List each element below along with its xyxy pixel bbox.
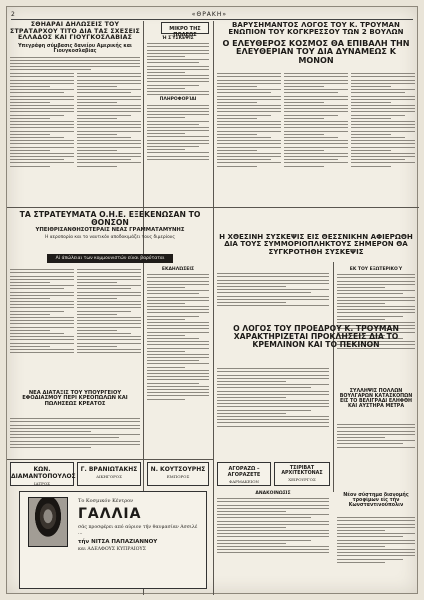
right-body-col-1 — [217, 71, 281, 206]
col1-text-snippet — [10, 57, 140, 71]
truman-speech-headline-block — [217, 325, 415, 363]
masthead — [11, 10, 413, 20]
meat-headline: ΝΕΑ ΔΙΑΤΑΞΙΣ ΤΟΥ ΥΠΟΥΡΓΕΙΟΥ ΕΦΟΔΙΑΣΜΟΥ ΠΕΡΙ ΚΡΕΟΠΩΛΩΝ ΚΑΙ ΠΩΛΗΣΕΩΣ ΚΡΕΑΤΟΣ — [22, 390, 128, 407]
meat-article-body — [10, 416, 140, 458]
oee-subhead: ΥΠΕΙΘΡΙΣΑΝΘΗΣΟΤΕΡΑΙΣ ΝΕΑΣ ΓΡΑΜΜΑΤΑΜΥΝΗΣ — [35, 227, 185, 234]
gallia-ad-line4: και ΑΔΕΛΦΟΥΣ ΚΥΠΡΑΙΟΥΣ — [78, 546, 146, 552]
dentist-ad-title: ΤΣΙΡΙΒΑΤ ΑΡΧΙΤΕΚΤΟΝΑΣ — [281, 466, 323, 476]
col1-body-left — [10, 71, 74, 206]
column-divider-right — [333, 262, 334, 492]
arrests-body — [337, 422, 415, 458]
gallia-ad-line1: Το Κοσμικόν Κέντρον — [78, 498, 134, 504]
page-number: 2 — [11, 11, 16, 18]
trumann-headline-block — [217, 22, 415, 68]
shop-ad — [147, 462, 209, 486]
arrests-headline-block — [337, 389, 415, 421]
thessaloniki-headline: Η ΧΘΕΣΙΝΗ ΣΥΣΚΕΨΙΣ ΕΙΣ ΘΕΣΣΝΙΚΗΝ ΑΦΙΕΡΩΘΗ ΔΙΑ ΤΟΥΣ ΣΥΜΜΟΡΙΟΠΛΗΚΤΟΥΣ ΣΗΜΕΡΟΝ ΘΑ ΣΥΓΚΡΟΤΗΘΗ ΣΥΣΚΕΨΙΣ — [219, 232, 413, 256]
bottom-section-divider — [7, 459, 213, 460]
shop-ad-line: ΕΜΠΟΡΟΣ — [166, 474, 190, 479]
mid-center-col — [147, 267, 209, 457]
oee-headline-block — [10, 211, 210, 251]
city-box-label: ΜΙΚΡΟ ΤΗΣ ΠΟΛΕΩΣ — [169, 26, 201, 38]
pharmacy-ad-title: ΑΓΟΡΑΖΩ – ΑΓΟΡΑΖΕΤΕ — [227, 466, 261, 478]
lawyer-ad-title: Γ. ΒΡΑΝΙΩΤΑΚΗΣ — [80, 466, 138, 473]
newspaper-name: «ΘΡΑΚΗ» — [191, 11, 228, 18]
shop-ad-title: Ν. ΚΟΥΤΣΟΥΡΗΣ — [150, 466, 206, 473]
right-body-col-2 — [284, 71, 348, 206]
page-divider-top — [7, 207, 419, 208]
pharmacy-ad-line: ΦΑΡΜΑΚΕΙΟΝ — [228, 479, 260, 484]
dentist-ad — [274, 462, 330, 486]
istanbul-headline-block — [337, 493, 415, 513]
center-label-1: Ἡ ΣΎΣΚΕΨΙΣ — [162, 36, 194, 41]
mid-left-col-1 — [10, 267, 74, 387]
gallia-ad-line2: σάς προσφέρει από αύριον τήν θαυμασίαν Ασσιλέ ... — [78, 525, 198, 536]
trumann-headline: ΒΑΡΥΣΗΜΑΝΤΟΣ ΛΟΓΟΣ ΤΟΥ Κ. ΤΡΟΥΜΑΝ ΕΝΩΠΙΟΝ ΤΟΥ ΚΟΓΚΡΕΣΣΟΥ ΤΩΝ 2 ΒΟΥΛΩΝ — [228, 21, 404, 37]
gallia-ad — [19, 491, 207, 589]
column-divider-center — [213, 21, 214, 595]
col1-subhead: Υπεγράφη σύμβασις δανείου Αμερικής και Γιουγκοσλαβίας — [18, 43, 132, 54]
oee-deck-bar: Αί άπώλειαι των κομμουνιστών είναι βαρύταται — [47, 254, 173, 263]
col1-headline: ΣΘΗΑΡΑΙ ΔΗΛΩΣΕΙΣ ΤΟΥ ΣΤΡΑΤΑΡΧΟΥ ΤΙΤΟ ΔΙΑ ΤΑΣ ΣΧΕΣΕΙΣ ΕΛΛΑΔΟΣ ΚΑΙ ΓΙΟΥΓΚΟΣΛΑΒΙΑΣ — [10, 21, 140, 41]
city-box — [161, 22, 209, 38]
istanbul-headline: Νέον σύστημα διανομής τροφίμων είς τήν Κωνσταντινούπολιν — [343, 493, 409, 509]
col1-header-block — [10, 22, 140, 69]
right-body-col-3 — [351, 71, 415, 206]
lawyer-ad — [77, 462, 141, 486]
trumann-subhead: Ο ΕΛΕΥΘΕΡΟΣ ΚΟΣΜΟΣ ΘΑ ΕΠΙΒΑΛΗ ΤΗΝ ΕΛΕΥΘΕΡΙΑΝ ΤΟΥ ΔΙΑ ΔΥΝΑΜΕΩΣ Κ ΜΟΝΟΝ — [222, 37, 410, 65]
oee-headline: ΤΑ ΣΤΡΑΤΕΥΜΑΤΑ Ο.Η.Ε. ΕΞΕΚΕΝΩΣΑΝ ΤΟ ΘΟΝΣΟΝ — [19, 210, 201, 228]
doctor-ad-line: ΙΑΤΡΟΣ — [34, 481, 50, 486]
pharmacy-ad — [217, 462, 271, 486]
foreign-label: ΕΚ ΤΟΥ ΕΞΩΤΕΡΙΚΟΎ — [349, 267, 403, 272]
col1-body-right — [77, 71, 141, 206]
newspaper-page — [6, 6, 418, 594]
announcement-label: ΑΝΑΚΟΙΝΩΣΙΣ — [255, 491, 291, 496]
center-column — [147, 36, 209, 202]
lawyer-ad-line: ΔΙΚΗΓΟΡΟΣ — [96, 474, 122, 479]
bottom-center-col — [217, 491, 329, 586]
doctor-ad-title: ΚΩΝ. ΔΙΑΜΑΝΤΟΠΟΥΛΟΣ — [11, 466, 76, 480]
truman-speech-headline: Ο ΛΟΓΟΣ ΤΟΥ ΠΡΟΕΔΡΟΥ Κ. ΤΡΟΥΜΑΝ ΧΑΡΑΚΤΗΡΙΖΕΤΑΙ ΠΡΟΚΛΗΣΕΙΣ ΔΙΑ ΤΟ ΚΡΕΜΛΙΝΟΝ ΚΑΙ ΤΟ ΠΕΚΙΝΟΝ — [233, 324, 399, 350]
meat-headline-block — [10, 391, 140, 415]
doctor-ad — [10, 462, 74, 486]
oee-note: Η αεροπορία και το ναυτικόν αποδοκιμάζει τους διμερίους — [45, 234, 175, 240]
thessaloniki-headline-block — [217, 233, 415, 269]
istanbul-body — [337, 515, 415, 591]
mid-left-col-2 — [77, 267, 141, 387]
singer-portrait — [28, 497, 68, 547]
truman-speech-body — [217, 366, 329, 459]
center-label-3: ΕΚΔΗΛΏΣΕΙΣ — [161, 267, 195, 272]
gallia-ad-name: ΓΑΛΛΙΑ — [78, 506, 142, 522]
gallia-ad-text — [78, 498, 202, 552]
center-label-2: ΠΛΗΡΟΦΟΡΊΑΙ — [159, 97, 197, 103]
gallia-ad-line3: τήν ΝΙΤΣΑ ΠΑΠΑΖΙΑΝΝΟΥ — [78, 538, 158, 545]
arrests-headline: ΣΥΛΛΗΨΙΣ ΠΟΛΛΩΝ ΒΟΥΛΓΑΡΩΝ ΚΑΤΑΣΚΟΠΩΝ ΕΙΣ ΤΟ ΒΕΛΙΓΡΑΔΙ ΕΛΗΦΘΗ ΚΑΙ ΑΥΣΤΗΡΑ ΜΕΤΡΑ — [339, 389, 413, 410]
thessaloniki-body — [217, 271, 329, 325]
dentist-ad-line: ΧΕΙΡΟΥΡΓΟΣ — [288, 477, 316, 482]
